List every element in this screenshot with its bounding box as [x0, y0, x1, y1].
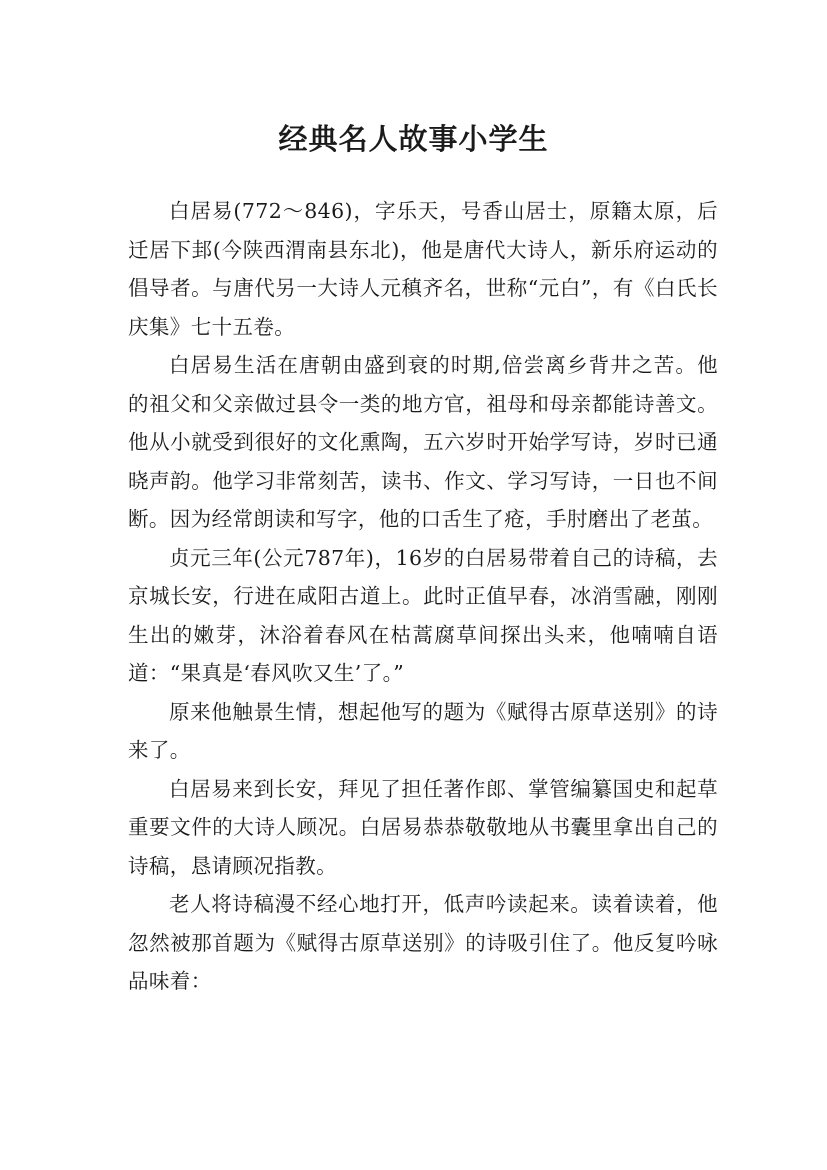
paragraph-5: 白居易来到长安，拜见了担任著作郎、掌管编纂国史和起草重要文件的大诗人顾况。白居易恭恭敬敬地从书囊里拿出自己的诗稿，恳请顾况指教。	[128, 776, 718, 878]
document-body	[128, 192, 718, 1001]
paragraph-3: 贞元三年(公元787年)，16岁的白居易带着自己的诗稿，去京城长安，行进在咸阳古道上。此时正值早春，冰消雪融，刚刚生出的嫩芽，沐浴着春风在枯蒿腐草间探出头来，他喃喃自语道：“果真是‘春风吹又生’了。”	[128, 545, 718, 685]
document-title: 经典名人故事小学生	[278, 122, 549, 157]
paragraph-4: 原来他触景生情，想起他写的题为《赋得古原草送别》的诗来了。	[128, 699, 718, 762]
paragraph-1: 白居易(772～846)，字乐天，号香山居士，原籍太原，后迁居下邽(今陕西渭南县东北)，他是唐代大诗人，新乐府运动的倡导者。与唐代另一大诗人元稹齐名，世称“元白”，有《白氏长庆集》七十五卷。	[128, 199, 718, 339]
paragraph-2: 白居易生活在唐朝由盛到衰的时期,倍尝离乡背井之苦。他的祖父和父亲做过县令一类的地方官，祖母和母亲都能诗善文。他从小就受到很好的文化熏陶，五六岁时开始学写诗，岁时已通晓声韵。他学习非常刻苦，读书、作文、学习写诗，一日也不间断。因为经常朗读和写字，他的口舌生了疮，手肘磨出了老茧。	[128, 353, 718, 531]
paragraph-6: 老人将诗稿漫不经心地打开，低声吟读起来。读着读着，他忽然被那首题为《赋得古原草送别》的诗吸引住了。他反复吟咏品味着：	[128, 892, 718, 993]
